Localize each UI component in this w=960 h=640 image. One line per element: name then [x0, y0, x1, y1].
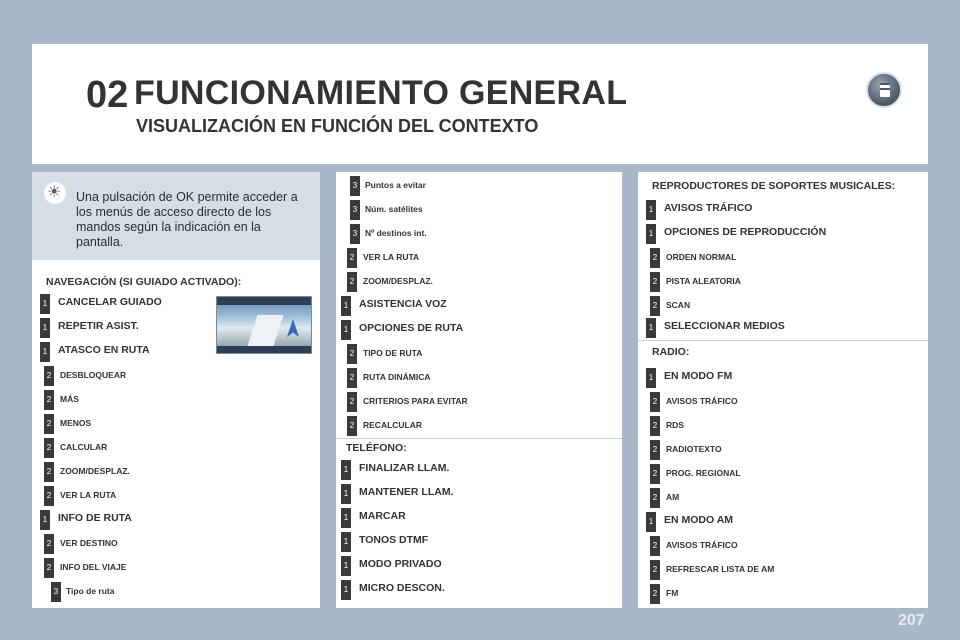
menu-item-label: PISTA ALEATORIA: [666, 276, 741, 286]
menu-item-label: CANCELAR GUIADO: [58, 296, 162, 308]
menu-item-label: VER LA RUTA: [60, 490, 117, 500]
section-heading-radio: RADIO:: [652, 346, 690, 358]
menu-item-label: MANTENER LLAM.: [359, 486, 454, 498]
menu-item-label: AVISOS TRÁFICO: [664, 202, 753, 214]
menu-item-level-2: [650, 488, 880, 508]
menu-item-label: AVISOS TRÁFICO: [666, 540, 738, 550]
menu-item-level-2: [650, 560, 880, 580]
level-badge: 2: [650, 392, 660, 412]
menu-item-label: FM: [666, 588, 679, 598]
level-badge: 1: [40, 510, 50, 530]
menu-item-label: REPETIR ASIST.: [58, 320, 139, 332]
level-badge: 1: [646, 318, 656, 338]
menu-item-label: ZOOM/DESPLAZ.: [363, 276, 433, 286]
level-badge: 1: [646, 368, 656, 388]
menu-item-level-2: [347, 368, 577, 388]
menu-item-level-2: [650, 272, 880, 292]
menu-item-level-2: [650, 584, 880, 604]
level-badge: 2: [44, 366, 54, 386]
menu-item-level-1: [646, 200, 876, 220]
menu-item-label: TONOS DTMF: [359, 534, 429, 546]
menu-item-label: RADIOTEXTO: [666, 444, 722, 454]
info-text: Una pulsación de OK permite acceder a los menús de acceso directo de los mandos según la indicación en la pantalla.: [76, 190, 298, 249]
menu-item-label: CRITERIOS PARA EVITAR: [363, 396, 468, 406]
level-badge: 2: [347, 344, 357, 364]
menu-item-level-2: [347, 248, 577, 268]
menu-item-level-1: [646, 512, 876, 532]
level-badge: 2: [650, 416, 660, 436]
menu-item-label: DESBLOQUEAR: [60, 370, 127, 380]
level-badge: 2: [347, 392, 357, 412]
menu-item-level-2: [650, 464, 880, 484]
menu-item-label: MICRO DESCON.: [359, 582, 445, 594]
level-badge: 3: [350, 224, 360, 244]
menu-item-label: RECALCULAR: [363, 420, 423, 430]
menu-item-level-1: [341, 580, 571, 600]
menu-item-level-1: [341, 556, 571, 576]
menu-item-label: MODO PRIVADO: [359, 558, 442, 570]
menu-item-level-3: [350, 200, 580, 220]
menu-item-label: Puntos a evitar: [365, 180, 426, 190]
menu-item-label: SCAN: [666, 300, 691, 310]
navigation-screen-image: [216, 296, 312, 354]
menu-item-label: MENOS: [60, 418, 92, 428]
level-badge: 1: [341, 556, 351, 576]
menu-item-level-2: [650, 440, 880, 460]
menu-item-level-2: [650, 296, 880, 316]
level-badge: 2: [44, 558, 54, 578]
level-badge: 2: [347, 416, 357, 436]
menu-item-level-1: [341, 484, 571, 504]
page-subtitle: VISUALIZACIÓN EN FUNCIÓN DEL CONTEXTO: [136, 116, 539, 136]
sun-icon: [44, 182, 66, 204]
menu-item-level-3: [350, 224, 580, 244]
menu-item-label: TIPO DE RUTA: [363, 348, 423, 358]
menu-item-level-3: [350, 176, 580, 196]
menu-item-level-2: [347, 416, 577, 436]
menu-item-label: Tipo de ruta: [66, 586, 115, 596]
level-badge: 1: [341, 460, 351, 480]
menu-item-level-2: [347, 392, 577, 412]
level-badge: 1: [646, 224, 656, 244]
level-badge: 3: [350, 200, 360, 220]
menu-item-label: ZOOM/DESPLAZ.: [60, 466, 130, 476]
level-badge: 2: [650, 272, 660, 292]
menu-item-level-1: [341, 320, 571, 340]
menu-item-label: MARCAR: [359, 510, 406, 522]
menu-item-label: RDS: [666, 420, 684, 430]
chapter-number: 02: [86, 74, 129, 116]
level-badge: 1: [341, 296, 351, 316]
menu-item-label: AVISOS TRÁFICO: [666, 396, 738, 406]
menu-item-label: CALCULAR: [60, 442, 108, 452]
menu-item-label: INFO DEL VIAJE: [60, 562, 127, 572]
level-badge: 2: [44, 438, 54, 458]
section-heading-phone: TELÉFONO:: [346, 442, 407, 454]
level-badge: 1: [646, 200, 656, 220]
level-badge: 1: [341, 508, 351, 528]
level-badge: 1: [341, 484, 351, 504]
level-badge: 3: [51, 582, 61, 602]
level-badge: 2: [347, 248, 357, 268]
menu-item-label: ATASCO EN RUTA: [58, 344, 150, 356]
menu-item-label: Núm. satélites: [365, 204, 423, 214]
menu-item-label: SELECCIONAR MEDIOS: [664, 320, 785, 332]
level-badge: 2: [44, 462, 54, 482]
menu-item-level-2: [44, 390, 274, 410]
menu-item-level-2: [44, 486, 274, 506]
level-badge: 2: [44, 486, 54, 506]
menu-item-level-1: [646, 318, 876, 338]
menu-item-level-2: [44, 558, 274, 578]
level-badge: 2: [44, 390, 54, 410]
menu-item-level-2: [650, 536, 880, 556]
section-heading-navigation: NAVEGACIÓN (SI GUIADO ACTIVADO):: [46, 276, 242, 288]
level-badge: 2: [44, 534, 54, 554]
menu-item-level-3: [51, 582, 281, 602]
menu-item-label: PROG. REGIONAL: [666, 468, 741, 478]
menu-item-level-1: [341, 460, 571, 480]
level-badge: 1: [341, 320, 351, 340]
level-badge: 1: [40, 342, 50, 362]
level-badge: 2: [650, 464, 660, 484]
menu-item-label: RUTA DINÁMICA: [363, 372, 431, 382]
menu-item-label: MÁS: [60, 394, 79, 404]
menu-item-level-2: [44, 414, 274, 434]
menu-item-label: VER DESTINO: [60, 538, 118, 548]
level-badge: 2: [650, 440, 660, 460]
menu-item-level-1: [40, 510, 270, 530]
menu-item-level-2: [44, 366, 274, 386]
menu-item-level-2: [44, 534, 274, 554]
level-badge: 1: [341, 532, 351, 552]
level-badge: 1: [341, 580, 351, 600]
menu-item-level-1: [341, 296, 571, 316]
divider: [638, 340, 928, 341]
menu-item-level-2: [650, 248, 880, 268]
level-badge: 1: [646, 512, 656, 532]
level-badge: 2: [650, 248, 660, 268]
page-title: FUNCIONAMIENTO GENERAL: [134, 74, 628, 112]
level-badge: 2: [44, 414, 54, 434]
divider: [336, 438, 622, 439]
menu-item-label: OPCIONES DE REPRODUCCIÓN: [664, 226, 827, 238]
menu-item-label: REFRESCAR LISTA DE AM: [666, 564, 775, 574]
menu-item-label: OPCIONES DE RUTA: [359, 322, 464, 334]
level-badge: 2: [650, 560, 660, 580]
menu-item-label: INFO DE RUTA: [58, 512, 132, 524]
menu-item-level-1: [646, 368, 876, 388]
menu-item-label: EN MODO FM: [664, 370, 733, 382]
menu-item-label: ORDEN NORMAL: [666, 252, 737, 262]
menu-item-level-2: [44, 462, 274, 482]
level-badge: 2: [650, 296, 660, 316]
level-badge: 2: [650, 584, 660, 604]
section-heading-media: REPRODUCTORES DE SOPORTES MUSICALES:: [652, 180, 896, 192]
menu-item-label: FINALIZAR LLAM.: [359, 462, 450, 474]
page-number: 207: [898, 612, 925, 629]
menu-item-label: VER LA RUTA: [363, 252, 420, 262]
level-badge: 1: [40, 318, 50, 338]
level-badge: 3: [350, 176, 360, 196]
level-badge: 2: [347, 368, 357, 388]
menu-item-level-2: [347, 272, 577, 292]
level-badge: 1: [40, 294, 50, 314]
level-badge: 2: [347, 272, 357, 292]
menu-item-level-1: [646, 224, 876, 244]
menu-item-label: EN MODO AM: [664, 514, 734, 526]
menu-item-level-2: [347, 344, 577, 364]
menu-item-level-1: [341, 508, 571, 528]
document-icon: [866, 72, 902, 108]
menu-item-level-1: [341, 532, 571, 552]
level-badge: 2: [650, 488, 660, 508]
menu-item-label: ASISTENCIA VOZ: [359, 298, 447, 310]
menu-item-level-2: [650, 392, 880, 412]
menu-item-level-2: [650, 416, 880, 436]
menu-item-level-2: [44, 438, 274, 458]
menu-item-label: Nº destinos int.: [365, 228, 427, 238]
level-badge: 2: [650, 536, 660, 556]
menu-item-label: AM: [666, 492, 680, 502]
